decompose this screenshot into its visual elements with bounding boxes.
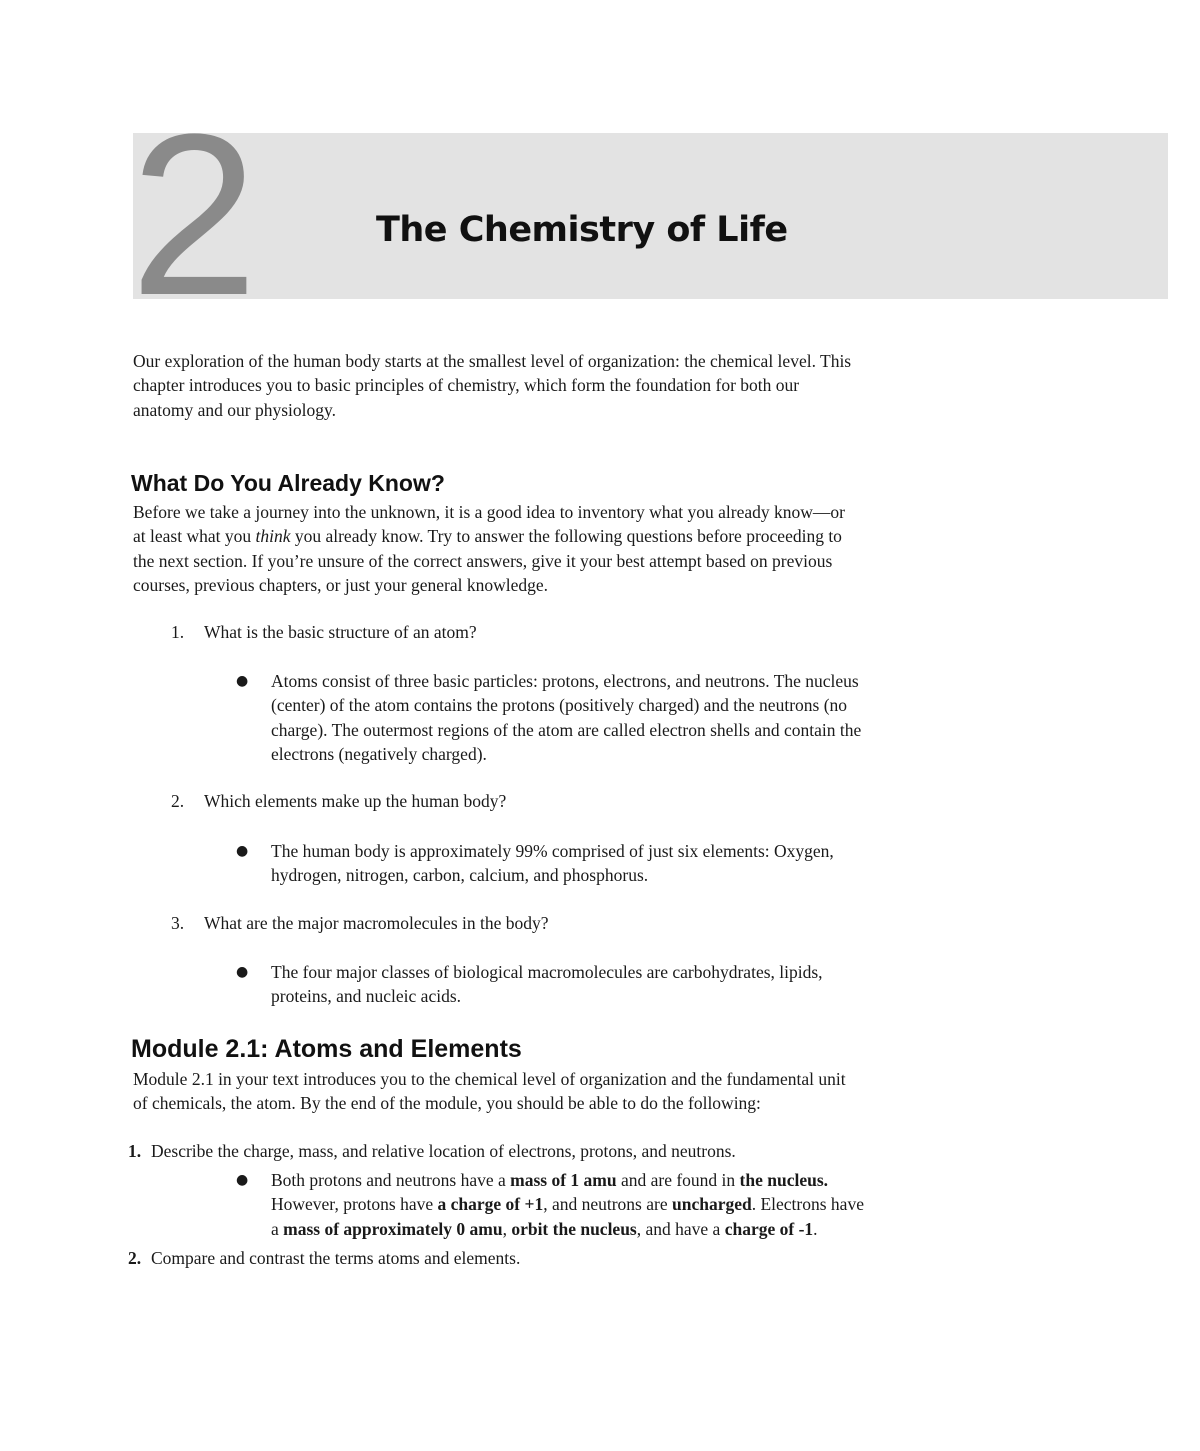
know-paragraph [133,500,933,597]
question-text: What is the basic structure of an atom? [204,622,477,642]
bullet-icon: ● [236,673,249,689]
question-number: 2. [171,791,185,811]
intro-line: anatomy and our physiology. [133,399,337,420]
question-text: Which elements make up the human body? [204,791,507,811]
know-line: the next section. If you’re unsure of the correct answers, give it your best attempt based on previous [133,550,833,571]
answer-text: Both protons and neutrons have a mass of 1 amu and are found in the nucleus. However, protons have a charge of +1, and neutrons are uncharged. Electrons have a mass of approximately 0 amu, orbit the nucleus, and have a charge of -1. [271,1170,864,1239]
section-heading-what-do-you-know: What Do You Already Know? [131,470,445,496]
intro-line: chapter introduces you to basic principles of chemistry, which form the foundation for both our [133,375,800,396]
know-line: at least what you think you already know. Try to answer the following questions before proceeding to [133,526,842,547]
answer-text: The four major classes of biological macromolecules are carbohydrates, lipids, proteins, and nucleic acids. [271,962,823,1007]
question-number: 3. [171,913,185,933]
bullet-icon: ● [236,843,249,859]
know-line: Before we take a journey into the unknown, it is a good idea to inventory what you already know—or [133,502,845,522]
intro-paragraph [133,349,933,422]
answer-text: Atoms consist of three basic particles: protons, electrons, and neutrons. The nucleus (center) of the atom contains the protons (positively charged) and the neutrons (no charge). The outermost regions of the atom are called electron shells and contain the electrons (negatively charged). [271,671,862,764]
chapter-title: The Chemistry of Life [376,210,788,250]
intro-line: Our exploration of the human body starts at the smallest level of organization: the chemical level. This [133,351,852,371]
emphasis-think: think [255,526,291,547]
module-line: of chemicals, the atom. By the end of the module, you should be able to do the following: [133,1093,761,1114]
objective-text: Compare and contrast the terms atoms and elements. [151,1248,521,1268]
question-text: What are the major macromolecules in the body? [204,913,549,933]
module-paragraph [133,1067,933,1116]
objective-text: Describe the charge, mass, and relative location of electrons, protons, and neutrons. [151,1141,736,1161]
answer-text: The human body is approximately 99% comprised of just six elements: Oxygen, hydrogen, nitrogen, carbon, calcium, and phosphorus. [271,841,834,886]
objective-number: 1. [128,1141,142,1161]
module-line: Module 2.1 in your text introduces you to the chemical level of organization and the fundamental unit [133,1069,846,1089]
bullet-icon: ● [236,1172,249,1188]
objective-number: 2. [128,1248,142,1268]
question-number: 1. [171,622,185,642]
section-heading-module-2-1: Module 2.1: Atoms and Elements [131,1035,522,1063]
know-line: courses, previous chapters, or just your general knowledge. [133,574,549,595]
chapter-number: 2 [130,86,254,343]
bullet-icon: ● [236,964,249,980]
